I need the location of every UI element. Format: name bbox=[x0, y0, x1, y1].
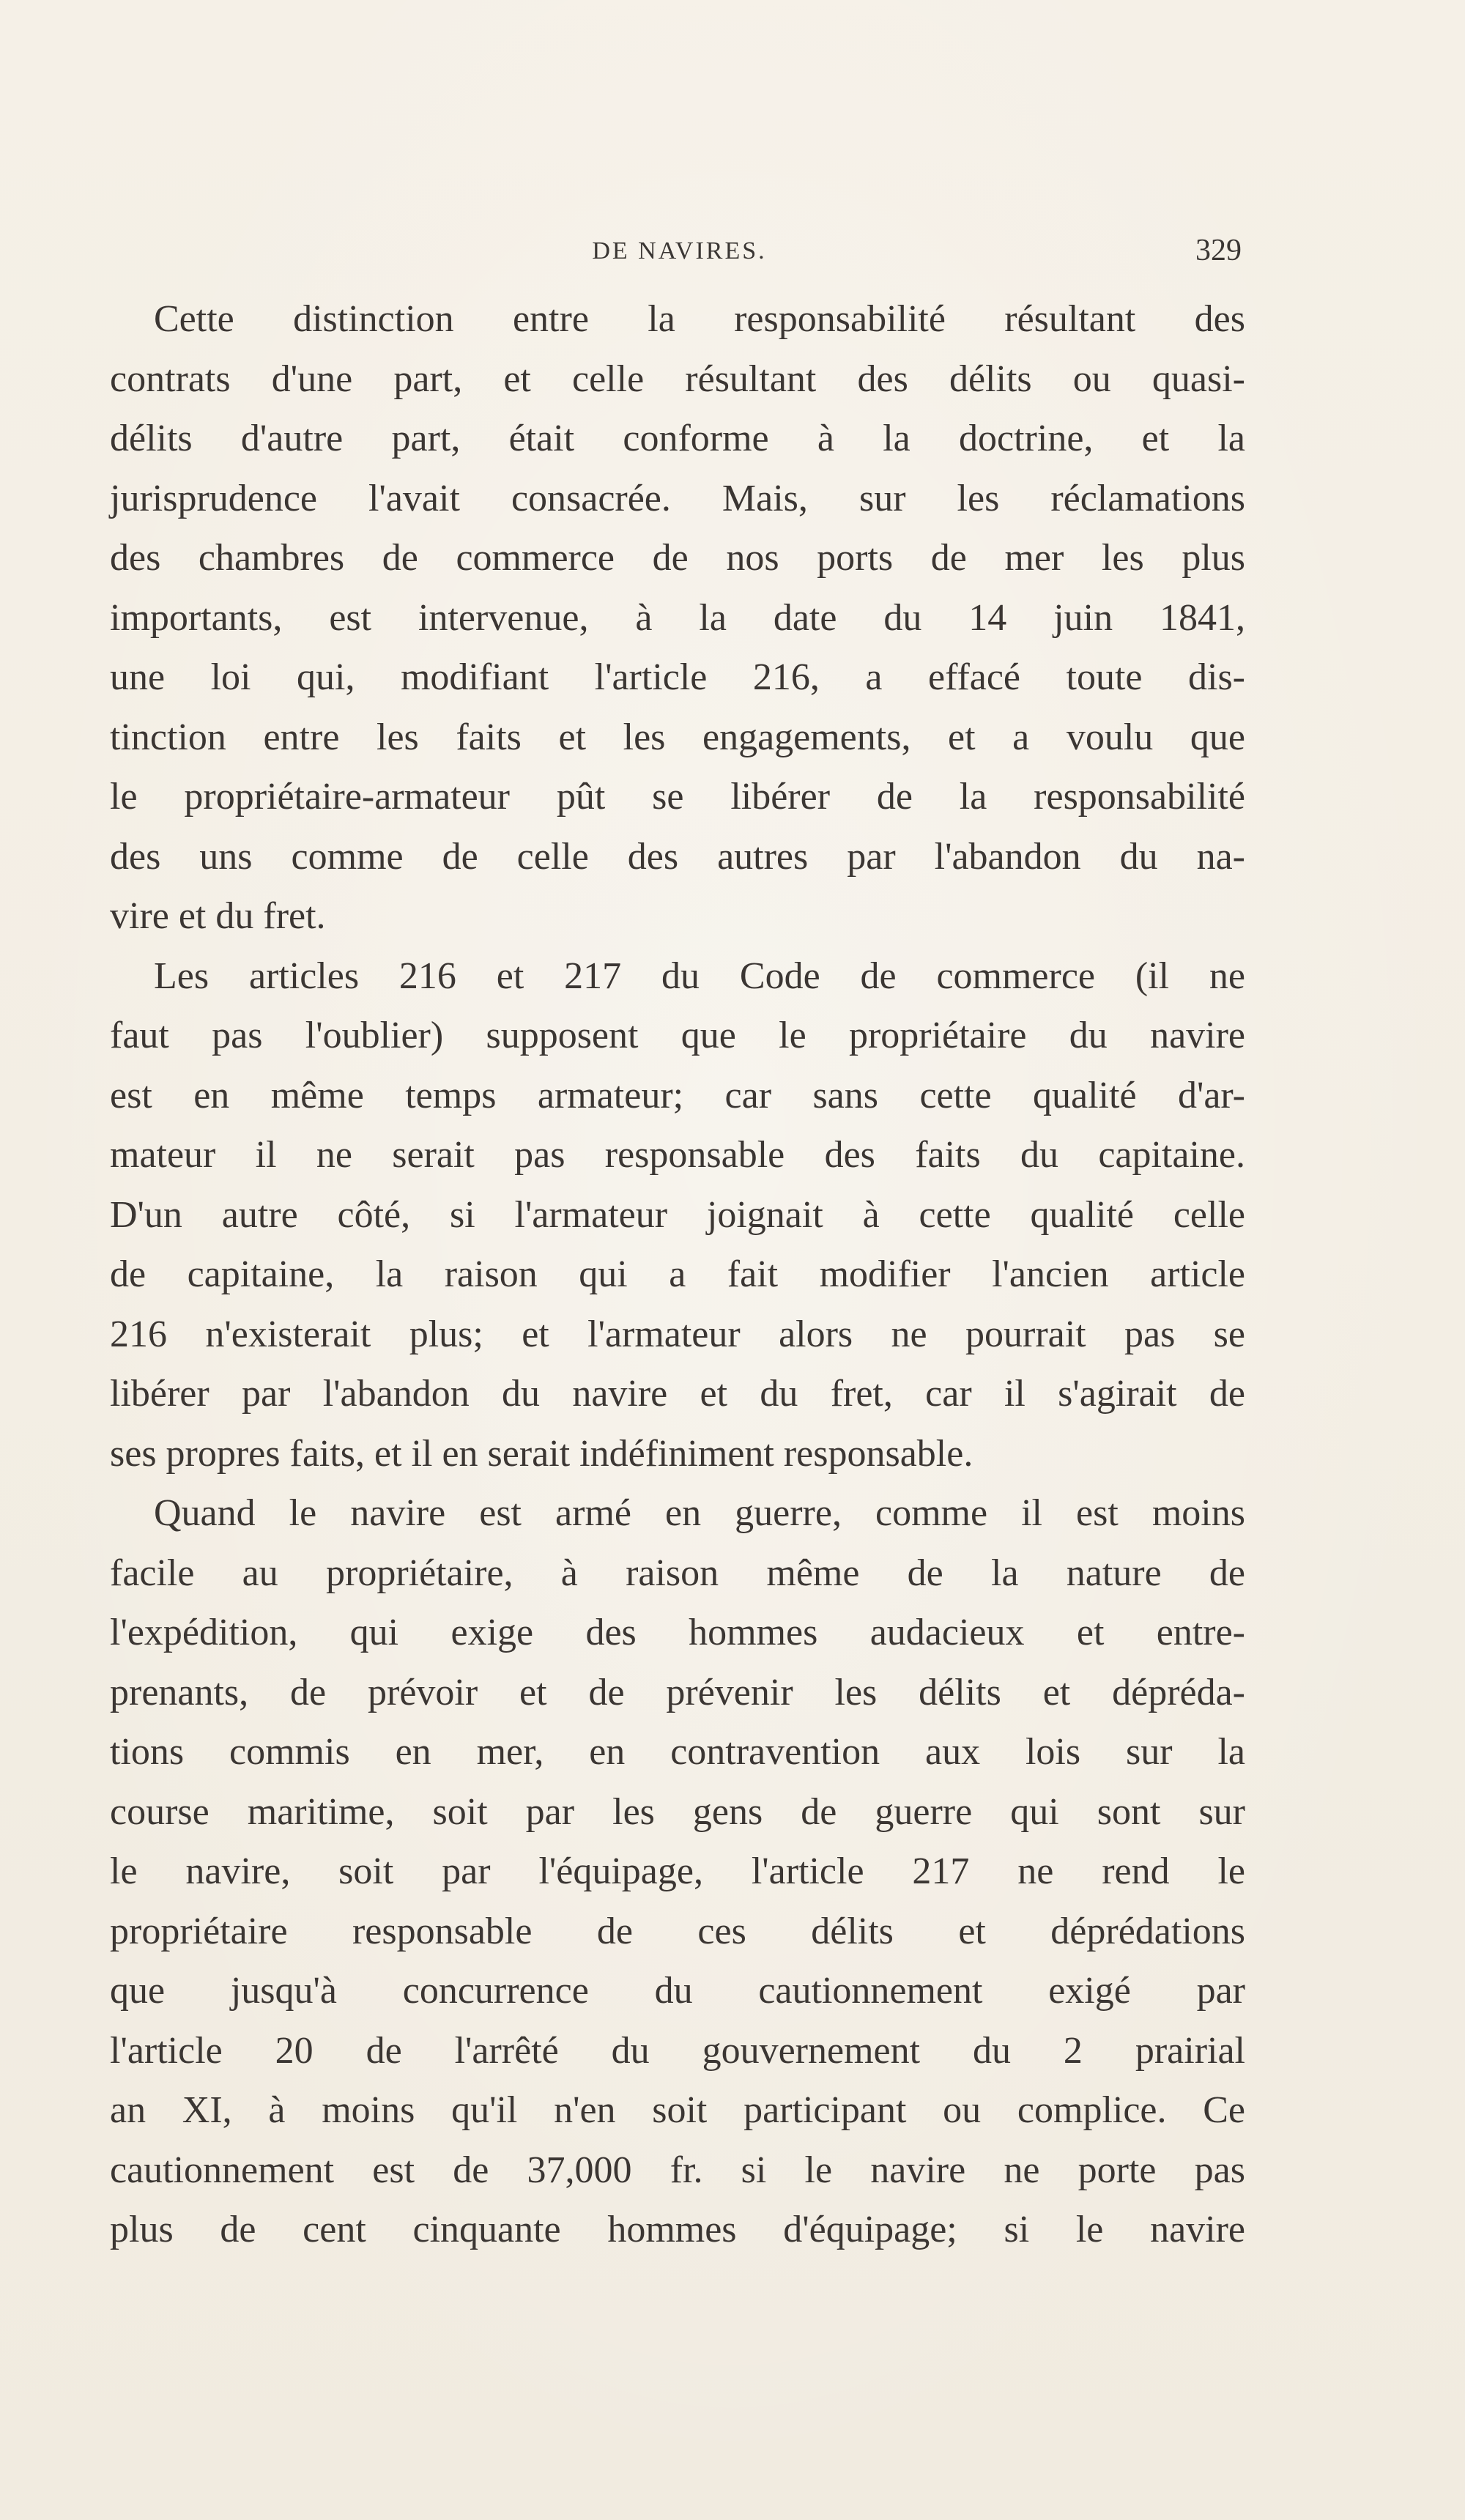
text-line: l'article 20 de l'arrêté du gouvernement du 2 prairial bbox=[110, 2029, 1245, 2072]
text-line: une loi qui, modifiant l'article 216, a effacé toute dis- bbox=[110, 656, 1245, 698]
text-line: facile au propriétaire, à raison même de la nature de bbox=[110, 1552, 1245, 1594]
text-line: faut pas l'oublier) supposent que le propriétaire du navire bbox=[110, 1015, 1245, 1056]
text-line: le navire, soit par l'équipage, l'article 217 ne rend le bbox=[110, 1850, 1245, 1892]
text-line: 216 n'existerait plus; et l'armateur alors ne pourrait pas se bbox=[110, 1313, 1245, 1355]
text-line: contrats d'une part, et celle résultant des délits ou quasi- bbox=[110, 357, 1245, 400]
text-line: Quand le navire est armé en guerre, comme il est moins bbox=[154, 1492, 1245, 1534]
text-line: propriétaire responsable de ces délits et déprédations bbox=[110, 1910, 1245, 1952]
body-text bbox=[110, 289, 1245, 2260]
text-line: cautionnement est de 37,000 fr. si le navire ne porte pas bbox=[110, 2149, 1245, 2191]
text-line: ses propres faits, et il en serait indéfiniment responsable. bbox=[110, 1432, 973, 1475]
text-line: D'un autre côté, si l'armateur joignait à cette qualité celle bbox=[110, 1193, 1245, 1236]
text-line: que jusqu'à concurrence du cautionnement exigé par bbox=[110, 1970, 1245, 2012]
text-line: an XI, à moins qu'il n'en soit participant ou complice. Ce bbox=[110, 2089, 1245, 2131]
text-line: course maritime, soit par les gens de guerre qui sont sur bbox=[110, 1790, 1245, 1833]
text-line: plus de cent cinquante hommes d'équipage; si le navire bbox=[110, 2209, 1245, 2250]
text-line: des uns comme de celle des autres par l'abandon du na- bbox=[110, 835, 1245, 878]
page-header bbox=[117, 233, 1242, 270]
running-head: DE NAVIRES. bbox=[592, 237, 767, 264]
text-line: Cette distinction entre la responsabilité résultant des bbox=[154, 298, 1245, 340]
text-line: des chambres de commerce de nos ports de mer les plus bbox=[110, 537, 1245, 579]
text-line: l'expédition, qui exige des hommes audacieux et entre- bbox=[110, 1612, 1245, 1653]
text-line: est en même temps armateur; car sans cette qualité d'ar- bbox=[110, 1074, 1245, 1116]
text-line: Les articles 216 et 217 du Code de commerce (il ne bbox=[154, 955, 1245, 997]
text-line: vire et du fret. bbox=[110, 895, 326, 937]
text-line: délits d'autre part, était conforme à la doctrine, et la bbox=[110, 418, 1245, 459]
text-line: prenants, de prévoir et de prévenir les délits et dépréda- bbox=[110, 1671, 1245, 1713]
text-line: de capitaine, la raison qui a fait modifier l'ancien article bbox=[110, 1253, 1245, 1295]
text-line: mateur il ne serait pas responsable des faits du capitaine. bbox=[110, 1134, 1245, 1176]
text-line: tions commis en mer, en contravention aux lois sur la bbox=[110, 1731, 1245, 1773]
text-line: jurisprudence l'avait consacrée. Mais, sur les réclamations bbox=[110, 477, 1245, 519]
text-line: le propriétaire-armateur pût se libérer de la responsabilité bbox=[110, 776, 1245, 818]
text-line: libérer par l'abandon du navire et du fret, car il s'agirait de bbox=[110, 1373, 1245, 1415]
page-number: 329 bbox=[1195, 234, 1242, 267]
text-line: importants, est intervenue, à la date du 14 juin 1841, bbox=[110, 596, 1245, 639]
text-line: tinction entre les faits et les engagements, et a voulu que bbox=[110, 716, 1245, 758]
